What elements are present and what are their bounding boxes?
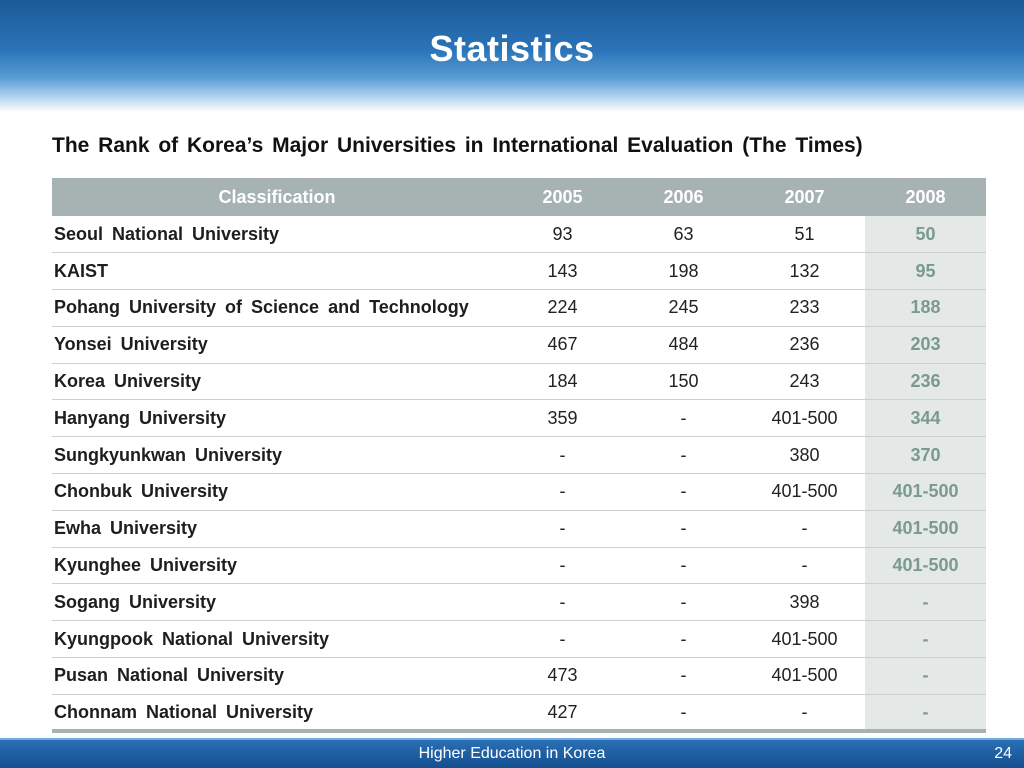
- table-row: [52, 474, 986, 511]
- university-name: Sogang University: [52, 584, 502, 621]
- rank-2005: -: [502, 474, 623, 511]
- rank-2005: 427: [502, 694, 623, 731]
- table-caption: The Rank of Korea’s Major Universities in International Evaluation (The Times): [52, 134, 863, 157]
- rank-2005: 473: [502, 658, 623, 695]
- rank-2005: 143: [502, 253, 623, 290]
- rank-2007: 401-500: [744, 658, 865, 695]
- rank-2008: 401-500: [865, 510, 986, 547]
- rank-2006: -: [623, 621, 744, 658]
- university-rank-table: [52, 178, 986, 733]
- rank-2006: -: [623, 474, 744, 511]
- rank-2007: 401-500: [744, 621, 865, 658]
- rank-2005: 359: [502, 400, 623, 437]
- university-name: Sungkyunkwan University: [52, 437, 502, 474]
- university-name: Ewha University: [52, 510, 502, 547]
- table-row: [52, 621, 986, 658]
- rank-2008: 344: [865, 400, 986, 437]
- table-row: [52, 437, 986, 474]
- table-row: [52, 547, 986, 584]
- header-year-2006: 2006: [623, 178, 744, 216]
- rank-2005: 93: [502, 216, 623, 253]
- rank-2008: -: [865, 658, 986, 695]
- rank-2008: 236: [865, 363, 986, 400]
- rank-2006: -: [623, 694, 744, 731]
- table-header-row: [52, 178, 986, 216]
- rank-2007: 236: [744, 326, 865, 363]
- rank-2005: -: [502, 510, 623, 547]
- rank-2008: -: [865, 694, 986, 731]
- rank-2007: 398: [744, 584, 865, 621]
- university-name: Kyunghee University: [52, 547, 502, 584]
- table-row: [52, 216, 986, 253]
- slide-footer-band: [0, 738, 1024, 768]
- rank-2006: -: [623, 437, 744, 474]
- rank-2005: -: [502, 437, 623, 474]
- university-name: KAIST: [52, 253, 502, 290]
- rank-2007: 243: [744, 363, 865, 400]
- rank-2005: -: [502, 621, 623, 658]
- rank-2005: -: [502, 584, 623, 621]
- university-name: Chonnam National University: [52, 694, 502, 731]
- rank-2008: 188: [865, 290, 986, 327]
- rank-2005: -: [502, 547, 623, 584]
- rank-2006: -: [623, 547, 744, 584]
- footer-title: Higher Education in Korea: [418, 745, 606, 762]
- university-name: Chonbuk University: [52, 474, 502, 511]
- university-name: Hanyang University: [52, 400, 502, 437]
- university-name: Korea University: [52, 363, 502, 400]
- rank-2008: 95: [865, 253, 986, 290]
- table-row: [52, 658, 986, 695]
- header-classification: Classification: [52, 178, 502, 216]
- table-row: [52, 253, 986, 290]
- rank-2006: -: [623, 658, 744, 695]
- rank-2008: 401-500: [865, 474, 986, 511]
- university-name: Kyungpook National University: [52, 621, 502, 658]
- university-name: Yonsei University: [52, 326, 502, 363]
- table-row: [52, 510, 986, 547]
- table-row: [52, 400, 986, 437]
- rank-2006: 198: [623, 253, 744, 290]
- rank-2008: 50: [865, 216, 986, 253]
- rank-2007: 51: [744, 216, 865, 253]
- rank-2006: -: [623, 510, 744, 547]
- slide-header-band: [0, 0, 1024, 112]
- table-row: [52, 290, 986, 327]
- rank-2007: -: [744, 510, 865, 547]
- rank-2007: 233: [744, 290, 865, 327]
- rank-2007: 401-500: [744, 400, 865, 437]
- rank-2007: -: [744, 694, 865, 731]
- page-number: 24: [994, 745, 1012, 762]
- university-name: Seoul National University: [52, 216, 502, 253]
- rank-2007: -: [744, 547, 865, 584]
- rank-2008: -: [865, 621, 986, 658]
- rank-2008: 203: [865, 326, 986, 363]
- rank-2006: 484: [623, 326, 744, 363]
- rank-2008: 370: [865, 437, 986, 474]
- rank-2006: 245: [623, 290, 744, 327]
- rank-2005: 224: [502, 290, 623, 327]
- table-row: [52, 584, 986, 621]
- table-row: [52, 694, 986, 731]
- rank-2008: -: [865, 584, 986, 621]
- rank-2006: -: [623, 400, 744, 437]
- rank-2005: 467: [502, 326, 623, 363]
- rank-2005: 184: [502, 363, 623, 400]
- rank-2006: 150: [623, 363, 744, 400]
- rank-2008: 401-500: [865, 547, 986, 584]
- university-name: Pusan National University: [52, 658, 502, 695]
- rank-2006: -: [623, 584, 744, 621]
- rank-2006: 63: [623, 216, 744, 253]
- slide-title: Statistics: [429, 28, 595, 69]
- header-year-2008: 2008: [865, 178, 986, 216]
- rank-2007: 401-500: [744, 474, 865, 511]
- table-row: [52, 363, 986, 400]
- rank-2007: 380: [744, 437, 865, 474]
- rank-2007: 132: [744, 253, 865, 290]
- table-row: [52, 326, 986, 363]
- university-name: Pohang University of Science and Technology: [52, 290, 502, 327]
- header-year-2007: 2007: [744, 178, 865, 216]
- header-year-2005: 2005: [502, 178, 623, 216]
